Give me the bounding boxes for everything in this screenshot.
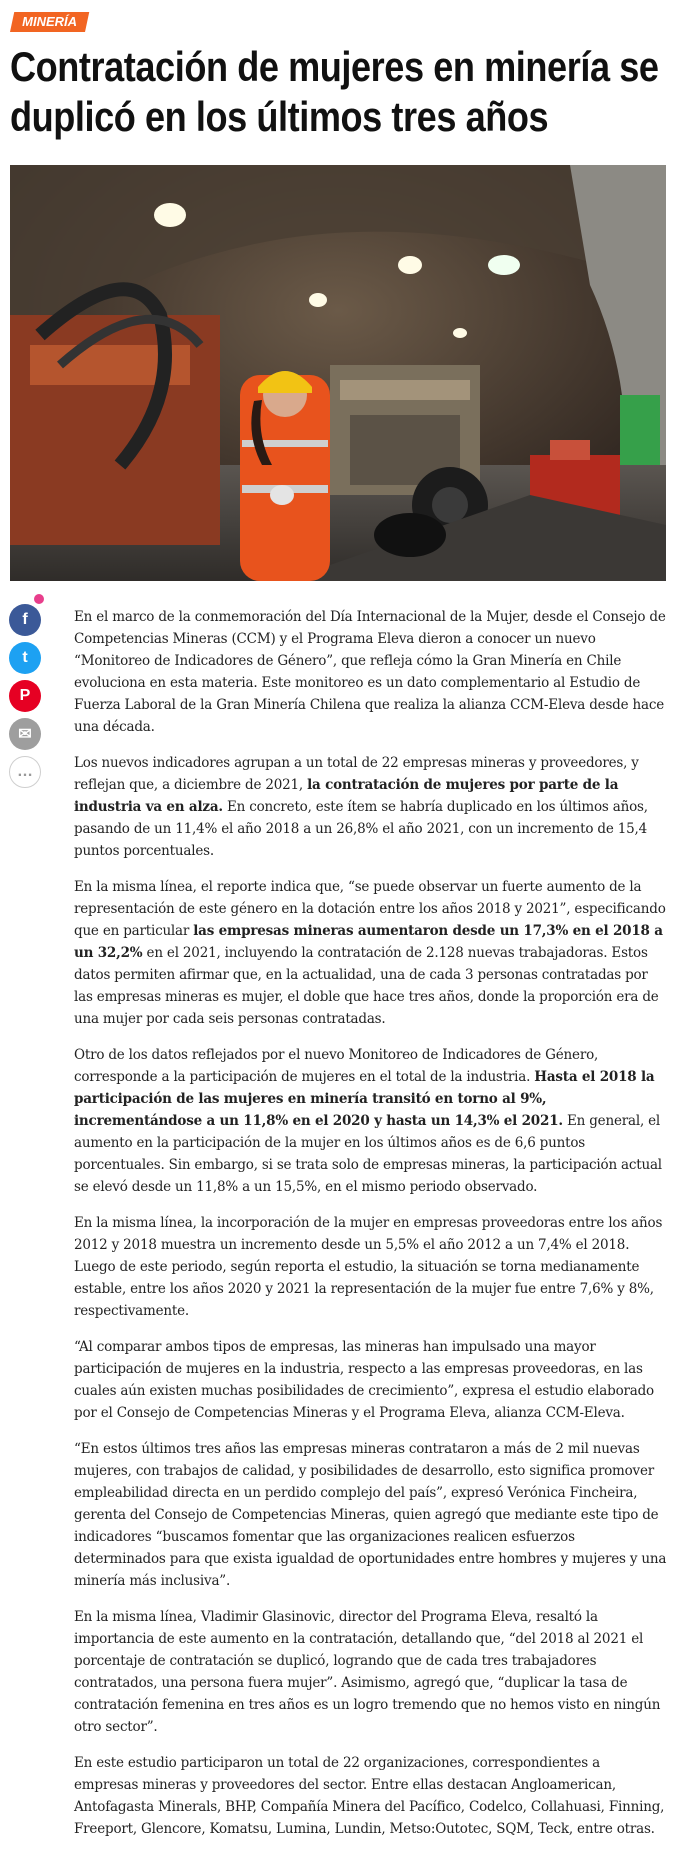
pinterest-icon: P xyxy=(19,687,31,704)
article-paragraph xyxy=(74,1606,668,1738)
comment-icon: … xyxy=(17,763,33,780)
article-paragraph xyxy=(74,1336,668,1424)
paragraph-text: “Al comparar ambos tipos de empresas, las mineras han impulsado una mayor participación de mujeres en la industria, respecto a las empresas proveedoras, en las cuales aún existen muchas posibilidades de crecimiento”, expresa el estudio elaborado por el Consejo de Competencias Mineras y el Programa Eleva, alianza CCM-Eleva. xyxy=(74,1339,654,1421)
twitter-icon: t xyxy=(22,649,28,666)
paragraph-text: En este estudio participaron un total de 22 organizaciones, correspondientes a empresas mineras y proveedores del sector. Entre ellas destacan Angloamerican, Antofagasta Minerals, BHP, Compañía Minera del Pacífico, Codelco, Collahuasi, Finning, Freeport, Glencore, Komatsu, Lumina, Lundin, Metso:Outotec, SQM, Teck, entre otras. xyxy=(74,1755,665,1837)
article-paragraph xyxy=(74,1752,668,1840)
category-tag[interactable] xyxy=(10,12,89,32)
facebook-icon: f xyxy=(22,611,28,628)
paragraph-text: Los nuevos indicadores agrupan a un total de 22 empresas mineras y proveedores, y reflejan que, a diciembre de 2021, xyxy=(74,755,639,793)
paragraph-text: En general, el aumento en la participación de la mujer en los últimos años es de 6,6 puntos porcentuales. Sin embargo, si se trata solo de empresas mineras, la participación actual se elevó desde un 11,8% a un 15,5%, en el mismo periodo observado. xyxy=(74,1113,662,1195)
article-paragraph xyxy=(74,1212,668,1322)
comment-button[interactable] xyxy=(9,756,41,788)
paragraph-text: En la misma línea, la incorporación de la mujer en empresas proveedoras entre los años 2012 y 2018 muestra un incremento desde un 5,5% el año 2012 a un 7,4% el 2018. Luego de este periodo, según reporta el estudio, la situación se torna medianamente estable, entre los años 2020 y 2021 la representación de la mujer fue entre 7,6% y 8%, respectivamente. xyxy=(74,1215,663,1319)
mine-photo-illustration xyxy=(10,165,666,581)
email-icon: ✉ xyxy=(18,726,32,743)
hero-image xyxy=(10,165,666,581)
email-share-button[interactable] xyxy=(9,718,41,750)
category-label: MINERÍA xyxy=(22,14,78,29)
paragraph-text: En la misma línea, Vladimir Glasinovic, director del Programa Eleva, resaltó la importancia de este aumento en la contratación, detallando que, “del 2018 al 2021 el porcentaje de contratación se duplicó, logrando que de cada tres trabajadores contratados, una persona fuera mujer”. Asimismo, agregó que, “duplicar la tasa de contratación femenina en tres años es un logro tremendo que no hemos visto en ningún otro sector”. xyxy=(74,1609,661,1735)
paragraph-text: “En estos últimos tres años las empresas mineras contrataron a más de 2 mil nuevas mujeres, con trabajos de calidad, y posibilidades de desarrollo, esto significa promover empleabilidad directa en un perdido complejo del país”, expresó Verónica Fincheira, gerenta del Consejo de Competencias Mineras, quien agregó que mediante este tipo de indicadores “buscamos fomentar que las organizaciones realicen esfuerzos determinados para que exista igualdad de oportunidades entre hombres y mujeres y una minería más inclusiva”. xyxy=(74,1441,667,1589)
facebook-share-button[interactable] xyxy=(9,604,41,636)
paragraph-text: En la misma línea, el reporte indica que, “se puede observar un fuerte aumento de la representación de este género en la dotación entre los años 2018 y 2021”, especificando que en particular xyxy=(74,879,666,939)
article-paragraph xyxy=(74,1438,668,1592)
article-paragraph xyxy=(74,1044,668,1198)
article-paragraph xyxy=(74,752,668,862)
bold-text: Hasta el 2018 la participación de las mujeres en minería transitó en torno al 9%, incrementándose a un 11,8% en el 2020 y hasta un 14,3% el 2021. xyxy=(74,1069,655,1129)
paragraph-text: Otro de los datos reflejados por el nuevo Monitoreo de Indicadores de Género, corresponde a la participación de mujeres en el total de la industria. xyxy=(74,1047,599,1085)
bold-text: las empresas mineras aumentaron desde un 17,3% en el 2018 a un 32,2% xyxy=(74,923,663,961)
paragraph-text: En concreto, este ítem se habría duplicado en los últimos años, pasando de un 11,4% el año 2018 a un 26,8% el año 2021, con un incremento de 15,4 puntos porcentuales. xyxy=(74,799,648,859)
pinterest-share-button[interactable] xyxy=(9,680,41,712)
twitter-share-button[interactable] xyxy=(9,642,41,674)
social-share-bar xyxy=(9,604,43,794)
article-title: Contratación de mujeres en minería se duplicó en los últimos tres años xyxy=(10,43,659,140)
article-body xyxy=(74,606,668,1854)
article-paragraph xyxy=(74,876,668,1030)
bold-text: la contratación de mujeres por parte de la industria va en alza. xyxy=(74,777,619,815)
article-paragraph xyxy=(74,606,668,738)
paragraph-text: En el marco de la conmemoración del Día Internacional de la Mujer, desde el Consejo de Competencias Mineras (CCM) y el Programa Eleva dieron a conocer un nuevo “Monitoreo de Indicadores de Género”, que refleja cómo la Gran Minería en Chile evoluciona en esta materia. Este monitoreo es un dato complementario al Estudio de Fuerza Laboral de la Gran Minería Chilena que realiza la alianza CCM-Eleva desde hace una década. xyxy=(74,609,666,735)
paragraph-text: en el 2021, incluyendo la contratación de 2.128 nuevas trabajadoras. Estos datos permiten afirmar que, en la actualidad, una de cada 3 personas contratadas por las empresas mineras es mujer, el doble que hace tres años, donde la proporción era de una mujer por cada seis personas contratadas. xyxy=(74,945,659,1027)
